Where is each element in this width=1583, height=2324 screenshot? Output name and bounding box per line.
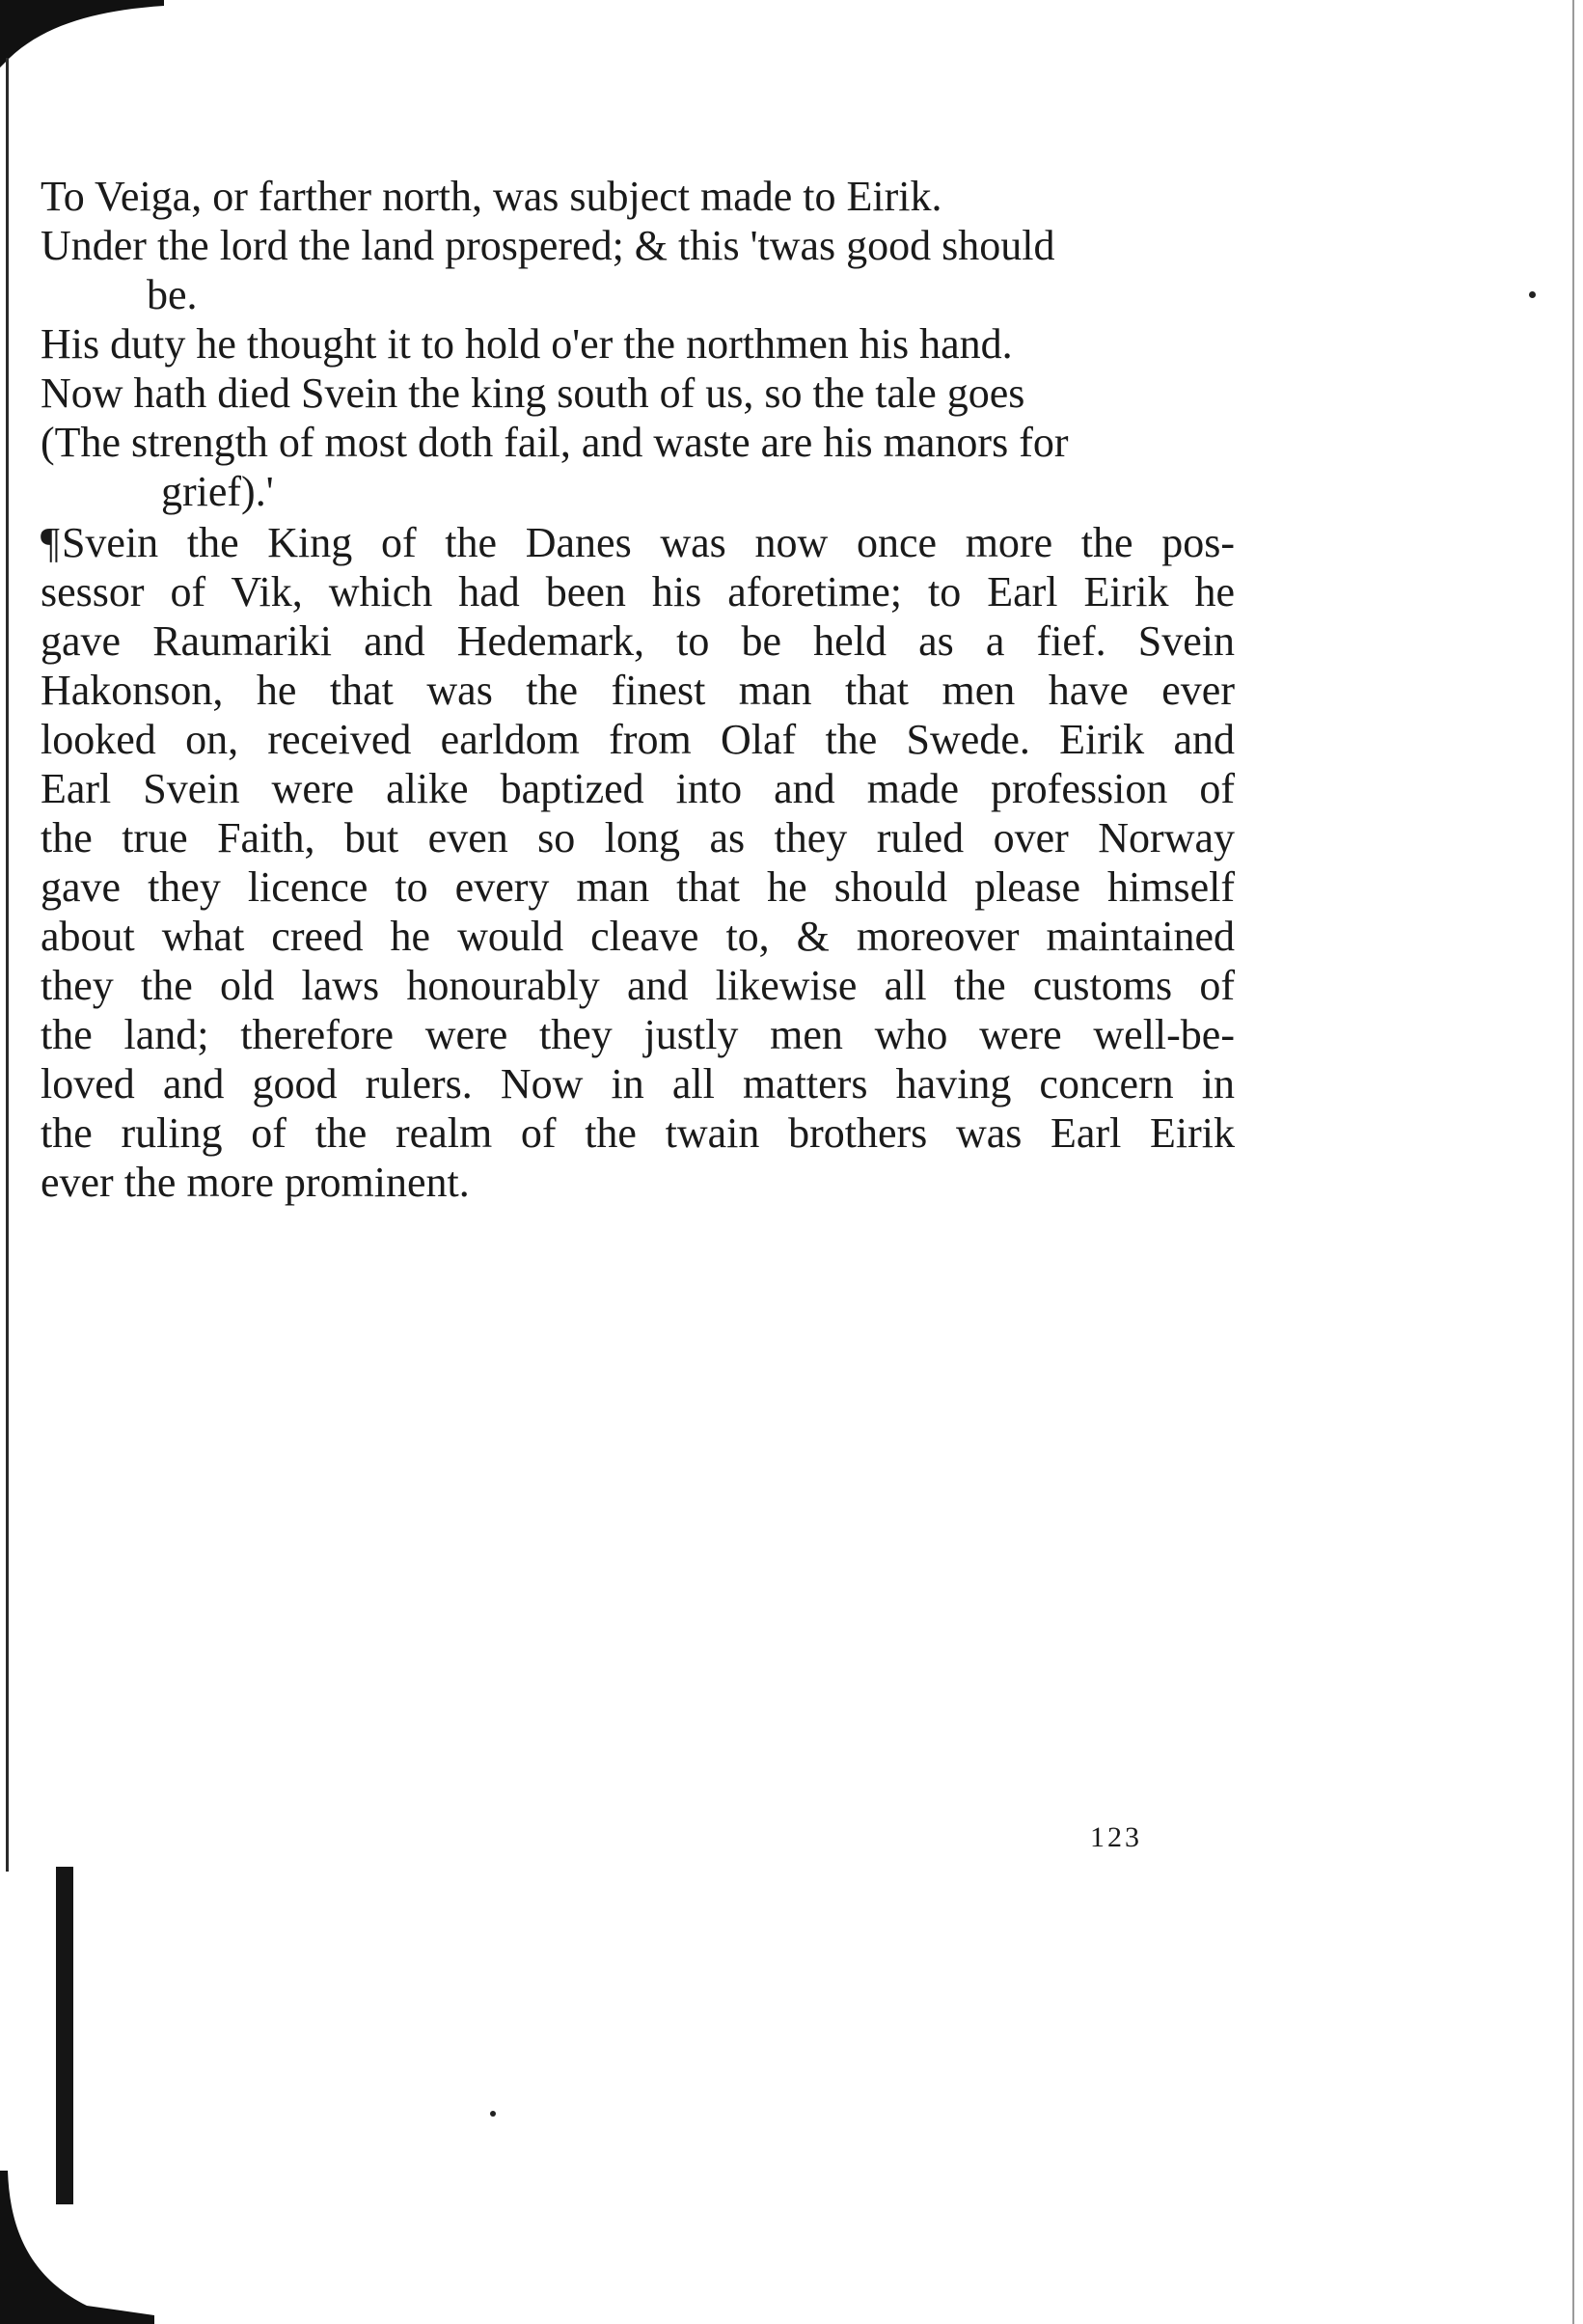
scan-edge-left <box>6 58 9 1872</box>
page-number: 123 <box>1090 1821 1142 1853</box>
paragraph-line: gave Raumariki and Hedemark, to be held as a fief. Svein <box>41 617 1235 665</box>
paragraph-line: loved and good rulers. Now in all matters having concern in <box>41 1060 1235 1107</box>
paragraph-line: about what creed he would cleave to, & moreover maintained <box>41 913 1235 960</box>
scan-shadow-bottom-left <box>0 2171 154 2324</box>
paragraph-line: Hakonson, he that was the finest man that men have ever <box>41 667 1235 714</box>
verse-line: (The strength of most doth fail, and waste are his manors for <box>41 419 1069 466</box>
scan-speck <box>490 2111 496 2117</box>
verse-line: To Veiga, or farther north, was subject made to Eirik. <box>41 173 942 220</box>
scan-shadow-top-left <box>0 0 164 68</box>
paragraph-line: the ruling of the realm of the twain brothers was Earl Eirik <box>41 1109 1235 1157</box>
paragraph-line: sessor of Vik, which had been his aforetime; to Earl Eirik he <box>41 568 1235 615</box>
paragraph-line: looked on, received earldom from Olaf the Swede. Eirik and <box>41 716 1235 763</box>
verse-line: be. <box>147 271 198 318</box>
verse-line: grief).' <box>161 468 274 515</box>
paragraph-line: gave they licence to every man that he should please himself <box>41 863 1235 911</box>
paragraph-line: Earl Svein were alike baptized into and made profession of <box>41 765 1235 812</box>
paragraph-line: ever the more prominent. <box>41 1159 470 1206</box>
paragraph-line: the true Faith, but even so long as they ruled over Norway <box>41 814 1235 861</box>
paragraph-line: the land; therefore were they justly men who were well-be- <box>41 1011 1235 1058</box>
verse-line: Now hath died Svein the king south of us, so the tale goes <box>41 369 1025 417</box>
scan-binding-shadow <box>56 1867 73 2204</box>
paragraph-line <box>41 518 1235 567</box>
verse-block <box>41 172 1246 516</box>
pilcrow-mark: ¶ <box>41 519 60 566</box>
prose-paragraph <box>41 518 1235 1207</box>
scan-edge-right <box>1572 0 1574 2324</box>
paragraph-line-text: Svein the King of the Danes was now once more the pos- <box>61 519 1235 566</box>
scan-speck <box>1529 291 1536 298</box>
verse-line: His duty he thought it to hold o'er the northmen his hand. <box>41 320 1013 368</box>
paragraph-line: they the old laws honourably and likewise all the customs of <box>41 962 1235 1009</box>
verse-line: Under the lord the land prospered; & this 'twas good should <box>41 222 1055 269</box>
